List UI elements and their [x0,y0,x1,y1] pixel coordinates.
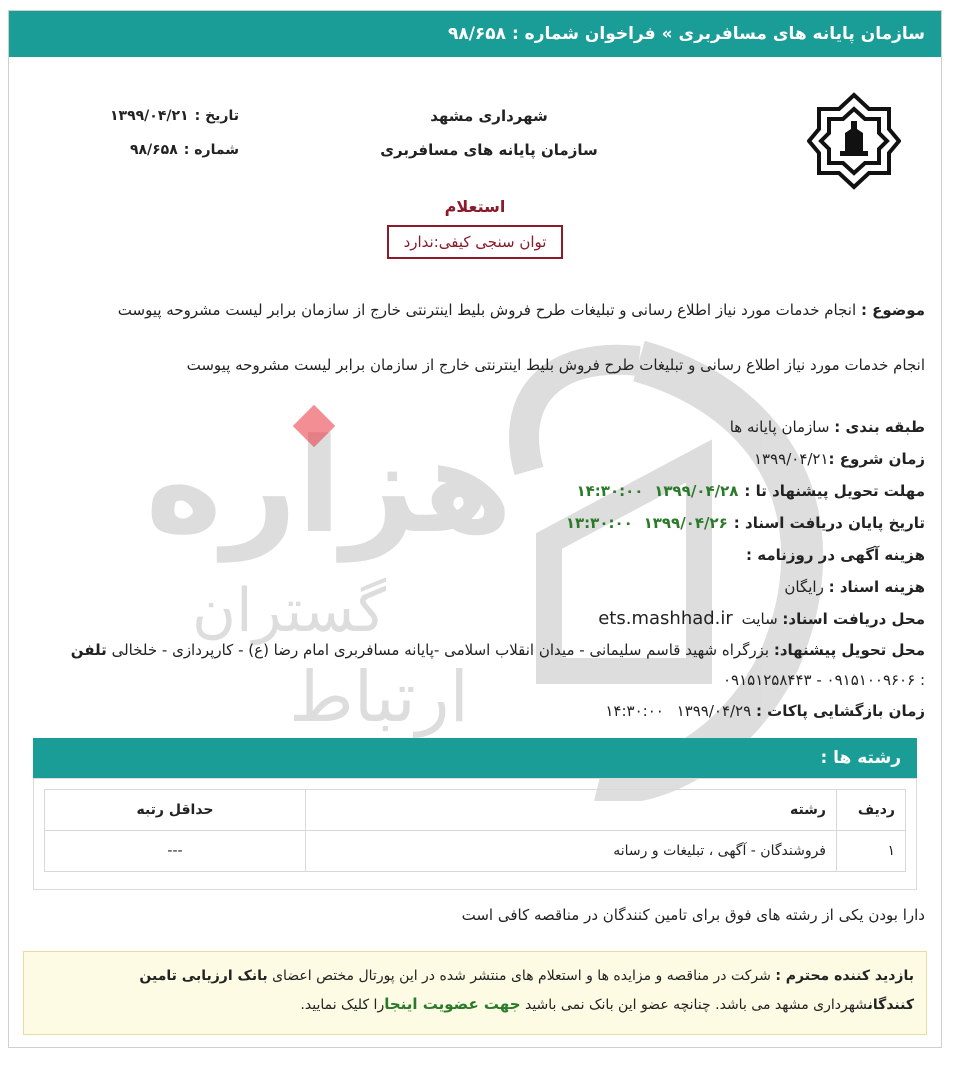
watermark-text-2: گستران [191,576,387,646]
start-value: ۱۳۹۹/۰۴/۲۱ [753,450,829,468]
opening-time: ۱۴:۳۰:۰۰ [605,702,664,720]
doc-cost-value: رایگان [784,578,824,596]
number-value: ۹۸/۶۵۸ [129,142,178,158]
cell-min-rank: --- [45,831,306,872]
start-label: زمان شروع : [828,450,925,468]
doc-place-prefix: سایت [741,610,778,628]
number-label: شماره : [183,142,239,158]
category-row [25,411,925,443]
ad-cost-label: هزینه آگهی در روزنامه : [746,546,925,564]
deadline-date: ۱۳۹۹/۰۴/۲۸ [654,482,739,500]
docs-end-date: ۱۳۹۹/۰۴/۲۶ [643,514,728,532]
deadline-row [25,475,925,507]
date-value: ۱۳۹۹/۰۴/۲۱ [110,108,189,124]
join-link[interactable]: جهت عضویت اینجا [384,995,521,1013]
details-list [25,411,925,727]
doc-place-label: محل دریافت اسناد: [782,610,925,628]
subject-line [25,301,925,319]
phone-value: : ۰۹۱۵۱۰۰۹۶۰۶ - ۰۹۱۵۱۲۵۸۴۴۳ [722,671,925,689]
category-label: طبقه بندی : [834,418,925,436]
meta-date [39,99,239,133]
visitor-notice [23,951,927,1035]
date-label: تاریخ : [194,108,239,124]
table-row [45,831,906,872]
meta-block [39,99,239,167]
fields-table-wrapper [33,778,917,890]
opening-label: زمان بازگشایی پاکات : [755,702,925,720]
start-row [25,443,925,475]
subject-text: انجام خدمات مورد نیاز اطلاع رسانی و تبلیغات طرح فروش بلیط اینترنتی خارج از سازمان برابر لیست مشروحه پیوست [117,301,857,319]
col-field: رشته [306,790,837,831]
quality-badge: توان سنجی کیفی:ندارد [387,225,563,259]
delivery-value: بزرگراه شهید قاسم سلیمانی - میدان انقلاب اسلامی -پایانه مسافربری امام رضا (ع) - کارپردازی - خلخالی [111,641,770,659]
notice-text-3: را کلیک نمایید. [300,997,385,1013]
fields-note: دارا بودن یکی از رشته های فوق برای تامین کنندگان در مناقصه کافی است [461,906,925,924]
doc-cost-label: هزینه اسناد : [828,578,925,596]
doc-type-title: استعلام [444,197,506,216]
cell-row-number: ۱ [837,831,906,872]
ad-cost-row [25,539,925,571]
organization-block [339,99,639,167]
notice-text-2: شهرداری مشهد می باشد. چنانچه عضو این بانک نمی باشید [524,997,868,1013]
doc-cost-row [25,571,925,603]
notice-bank: بانک ارزیابی تامین کنندگان [139,968,914,1013]
cell-field: فروشندگان - آگهی ، تبلیغات و رسانه [306,831,837,872]
announcement-card [8,10,942,1048]
notice-lead: بازدید کننده محترم : [775,968,914,984]
doc-place-site-link[interactable]: ets.mashhad.ir [598,608,733,629]
category-value: سازمان پایانه ها [729,418,830,436]
fields-section-bar [33,738,917,778]
document-content [9,11,941,1047]
deadline-time: ۱۴:۳۰:۰۰ [576,482,644,500]
description-text: انجام خدمات مورد نیاز اطلاع رسانی و تبلیغات طرح فروش بلیط اینترنتی خارج از سازمان برابر لیست مشروحه پیوست [186,356,925,374]
docs-end-label: تاریخ پایان دریافت اسناد : [733,514,925,532]
docs-end-time: ۱۳:۳۰:۰۰ [565,514,633,532]
docs-end-row [25,507,925,539]
org-terminals: سازمان پایانه های مسافربری [380,141,598,159]
watermark-text-3: ارتباط [289,656,469,738]
meta-number [39,133,239,167]
delivery-row [25,635,925,695]
org-municipality: شهرداری مشهد [430,107,548,125]
col-min-rank: حداقل رتبه [45,790,306,831]
deadline-label: مهلت تحویل پیشنهاد تا : [744,482,925,500]
doc-place-row [25,603,925,635]
subject-label: موضوع : [860,301,925,319]
delivery-label: محل تحویل پیشنهاد: [773,641,925,659]
fields-section-title: رشته ها : [820,748,901,768]
fields-table [44,789,906,872]
col-row-number: ردیف [837,790,906,831]
opening-date: ۱۳۹۹/۰۴/۲۹ [676,702,752,720]
table-header-row [45,790,906,831]
phone-label: تلفن [70,641,107,659]
opening-row [25,695,925,727]
notice-text-1: شرکت در مناقصه و مزایده ها و استعلام های منتشر شده در این پورتال مختص اعضای [272,968,771,984]
watermark-text-1: هزاره [145,410,513,562]
header-title: سازمان پایانه های مسافربری » فراخوان شماره : ۹۸/۶۵۸ [447,24,925,44]
mashhad-municipality-logo [807,91,901,191]
